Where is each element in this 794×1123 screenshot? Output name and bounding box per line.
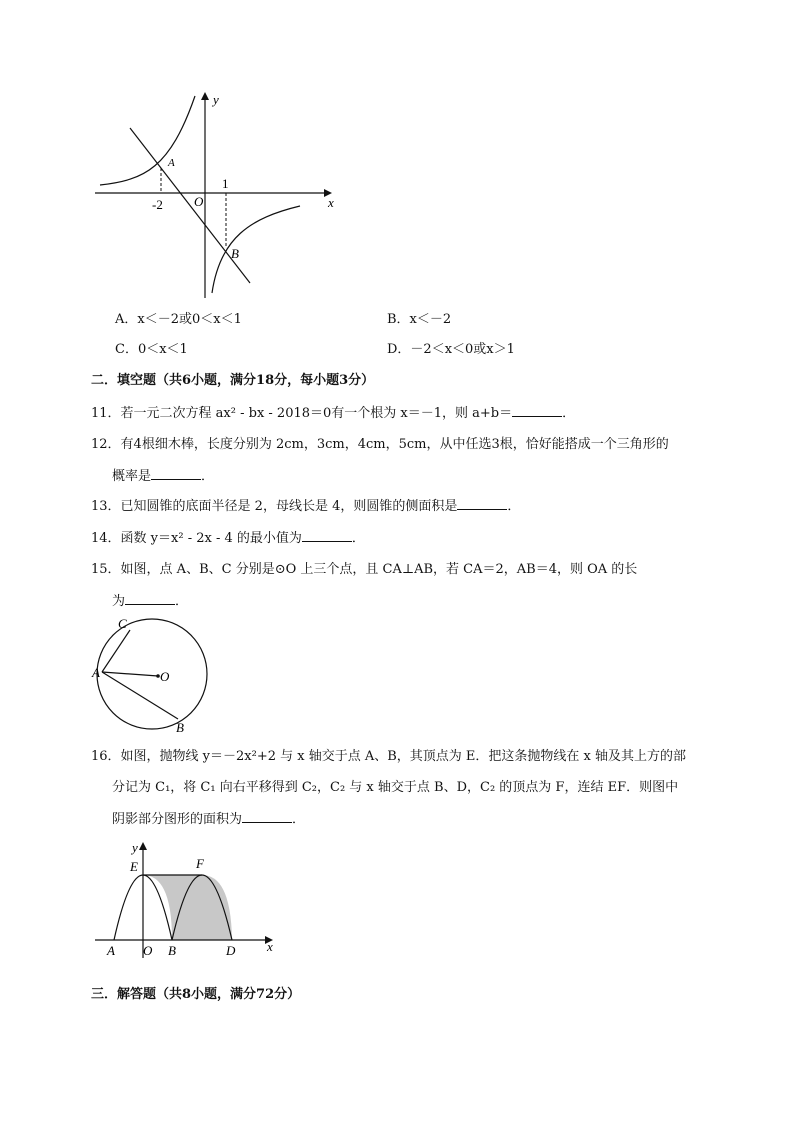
fig16-b-label: B (168, 943, 176, 958)
q12-line2: 概率是 ． (112, 469, 215, 484)
fig16-a-label: A (107, 943, 115, 958)
q11-text: 11．若一元二次方程 ax² - bx - 2018＝0有一个根为 x＝－1，则 a+b＝ (91, 406, 513, 421)
fig1-one-label: 1 (222, 176, 229, 191)
fig16-e-label: E (130, 859, 138, 874)
fig1-x-label: x (328, 195, 334, 210)
fig16-o-label: O (143, 943, 153, 958)
q15-line2: 为 ． (112, 594, 189, 609)
fig1-y-label: y (213, 92, 219, 107)
fig1-neg2-label: -2 (152, 197, 163, 212)
q12-line1: 12．有4根细木棒，长度分别为 2cm，3cm，4cm，5cm，从中任选3根，恰好能搭成一个三角形的 (91, 437, 669, 452)
option-b: B．x＜－2 (387, 312, 452, 327)
fig1-b-label: B (231, 246, 239, 261)
fig1-a-label: A (168, 157, 175, 169)
fig1-o-label: O (194, 194, 204, 209)
q14: 14．函数 y＝x² - 2x - 4 的最小值为 ． (91, 531, 365, 546)
q11: 11．若一元二次方程 ax² - bx - 2018＝0有一个根为 x＝－1，则 a+b＝ ． (91, 406, 576, 421)
fig16-x-label: x (267, 939, 273, 954)
fig16-y-label: y (132, 840, 138, 855)
q16-line3: 阴影部分图形的面积为 ． (112, 812, 306, 827)
fig15-b-label: B (176, 720, 184, 735)
figure-parabolas (90, 838, 280, 963)
q11-blank (512, 404, 562, 417)
q15-text: 为 (112, 594, 126, 609)
q13-blank (457, 497, 507, 510)
figure-hyperbola-line (90, 88, 350, 303)
q16-blank (242, 810, 292, 823)
q14-blank (302, 529, 352, 542)
fig15-c-label: C (118, 616, 127, 631)
q13-text: 13．已知圆锥的底面半径是 2，母线长是 4，则圆锥的侧面积是 (91, 499, 458, 514)
q13: 13．已知圆锥的底面半径是 2，母线长是 4，则圆锥的侧面积是 ． (91, 499, 521, 514)
fig15-a-label: A (92, 665, 100, 680)
shaded-region (143, 875, 232, 940)
fig16-f-label: F (196, 856, 204, 871)
option-d: D．－2＜x＜0或x＞1 (387, 342, 515, 357)
q14-text: 14．函数 y＝x² - 2x - 4 的最小值为 (91, 531, 302, 546)
q12-blank (151, 467, 201, 480)
q16-line1: 16．如图，抛物线 y＝－2x²+2 与 x 轴交于点 A、B，其顶点为 E．把这条抛物线在 x 轴及其上方的部 (91, 749, 687, 764)
q15-blank (125, 592, 175, 605)
section3-title: 三．解答题（共8小题，满分72分） (91, 987, 301, 1002)
q16-text: 阴影部分图形的面积为 (112, 812, 243, 827)
q16-line2: 分记为 C₁，将 C₁ 向右平移得到 C₂，C₂ 与 x 轴交于点 B、D，C₂ 的顶点为 F，连结 EF．则图中 (112, 780, 679, 795)
fig15-o-label: O (160, 669, 170, 684)
figure-circle (90, 612, 220, 737)
fig16-d-label: D (226, 943, 236, 958)
option-c: C．0＜x＜1 (115, 342, 188, 357)
q12-text: 概率是 (112, 469, 152, 484)
option-a: A．x＜－2或0＜x＜1 (115, 312, 242, 327)
q15-line1: 15．如图，点 A、B、C 分别是⊙O 上三个点，且 CA⊥AB，若 CA＝2，AB＝4，则 OA 的长 (91, 562, 638, 577)
section2-title: 二．填空题（共6小题，满分18分，每小题3分） (91, 373, 375, 388)
